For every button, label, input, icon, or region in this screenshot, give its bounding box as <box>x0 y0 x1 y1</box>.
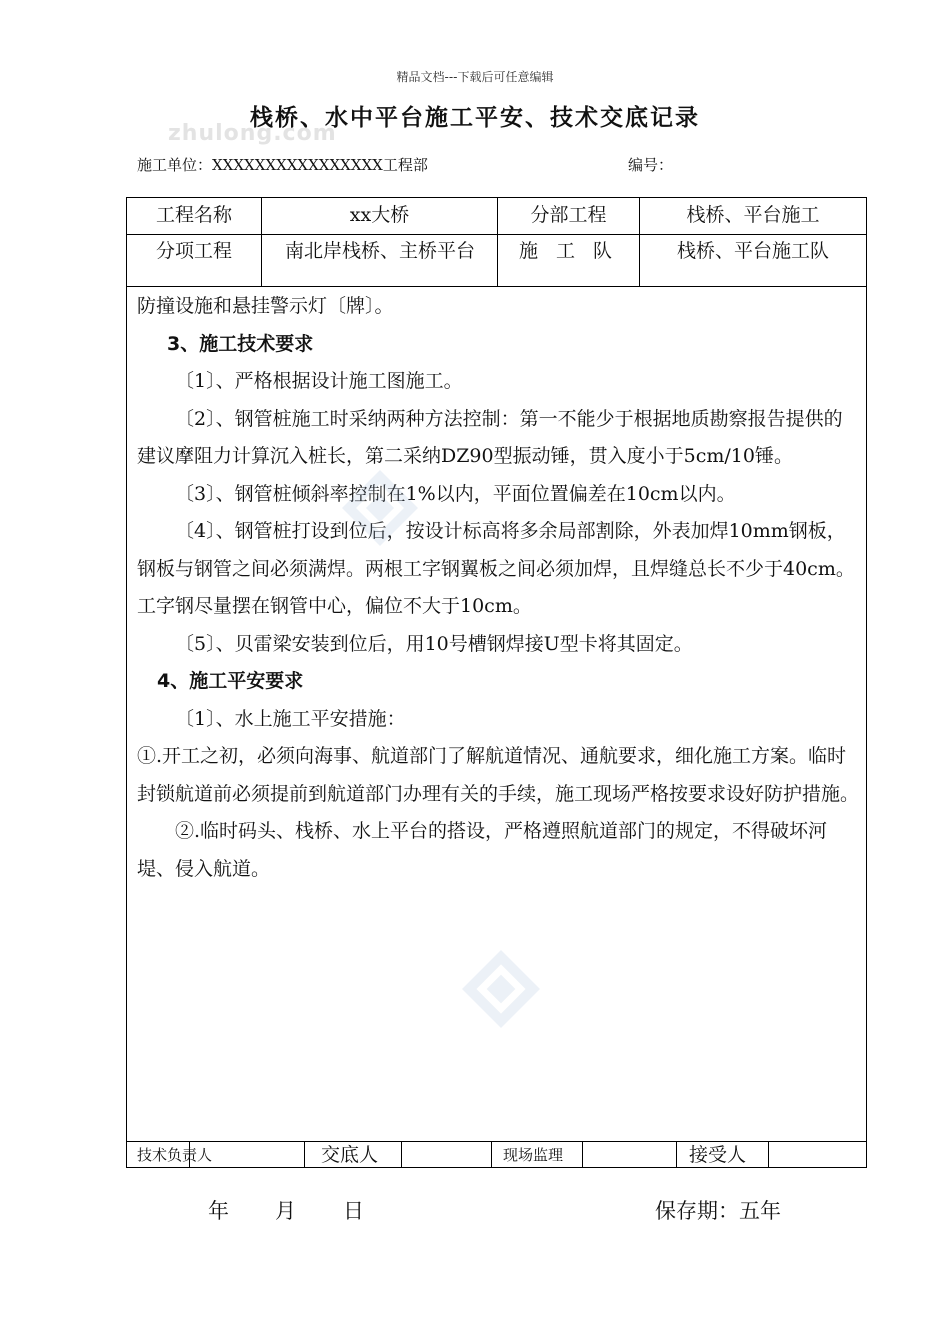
row-divider <box>127 286 866 287</box>
content-paragraph: ①.开工之初，必须向海事、航道部门了解航道情况、通航要求，细化施工方案。临时封锁航道前必须提前到航道部门办理有关的手续，施工现场严格按要求设好防护措施。 <box>137 745 860 805</box>
content-line: 防撞设施和悬挂警示灯〔牌〕。 <box>137 295 394 317</box>
retention-period: 保存期：五年 <box>655 1199 781 1223</box>
content-paragraph: 〔3〕、钢管桩倾斜率控制在1%以内，平面位置偏差在10cm以内。 <box>175 482 736 505</box>
watermark-logo-icon <box>460 948 542 1030</box>
document-number-label: 编号： <box>628 156 674 174</box>
content-paragraph: 〔1〕、严格根据设计施工图施工。 <box>175 370 463 392</box>
section-heading: 4、施工平安要求 <box>157 670 304 692</box>
content-paragraph: 〔4〕、钢管桩打设到位后，按设计标高将多余局部割除，外表加焊10mm钢板，钢板与钢管之间必须满焊。两根工字钢翼板之间必须加焊，且焊缝总长不少于40cm。工字钢尽量摆在钢管中心，偏位不大于10cm。 <box>137 520 855 617</box>
division-value: 栈桥、平台施工 <box>686 204 820 226</box>
supervisor-label: 现场监理 <box>503 1146 564 1164</box>
content-paragraph: ②.临时码头、栈桥、水上平台的搭设，严格遵照航道部门的规定，不得破坏河堤、侵入航道。 <box>137 820 828 880</box>
content-paragraph: 〔5〕、贝雷梁安装到位后，用10号槽钢焊接U型卡将其固定。 <box>175 632 693 655</box>
tech-lead-label: 技术负责人 <box>137 1146 213 1164</box>
date-month: 月 <box>275 1199 296 1223</box>
column-divider <box>304 1141 305 1167</box>
date-year: 年 <box>208 1199 229 1223</box>
date-day: 日 <box>343 1199 364 1223</box>
receiver-label: 接受人 <box>689 1144 747 1166</box>
column-divider <box>491 1141 492 1167</box>
subitem-value: 南北岸栈桥、主桥平台 <box>284 240 475 262</box>
subitem-label: 分项工程 <box>155 240 232 262</box>
project-name-label: 工程名称 <box>155 204 232 226</box>
division-label: 分部工程 <box>530 204 607 226</box>
presenter-label: 交底人 <box>321 1144 379 1166</box>
section-heading: 3、施工技术要求 <box>167 332 314 355</box>
document-title: 栈桥、水中平台施工平安、技术交底记录 <box>250 105 700 131</box>
project-name-value: xx大桥 <box>349 204 410 226</box>
construction-unit: 施工单位：XXXXXXXXXXXXXXXX工程部 <box>137 156 428 174</box>
team-label: 施 工 队 <box>518 240 619 262</box>
content-paragraph: 〔1〕、水上施工平安措施： <box>175 707 406 730</box>
watermark-logo-icon <box>340 468 420 548</box>
team-value: 栈桥、平台施工队 <box>676 240 829 262</box>
disclosure-content <box>137 288 859 888</box>
column-divider <box>676 1141 677 1167</box>
header-note: 精品文档---下载后可任意编辑 <box>396 70 554 84</box>
column-divider <box>401 1141 402 1167</box>
content-paragraph: 〔2〕、钢管桩施工时采纳两种方法控制：第一不能少于根据地质勘察报告提供的建议摩阻力计算沉入桩长，第二采纳DZ90型振动锤，贯入度小于5cm/10锤。 <box>137 407 843 467</box>
site-watermark: zhulong.com <box>168 121 337 146</box>
